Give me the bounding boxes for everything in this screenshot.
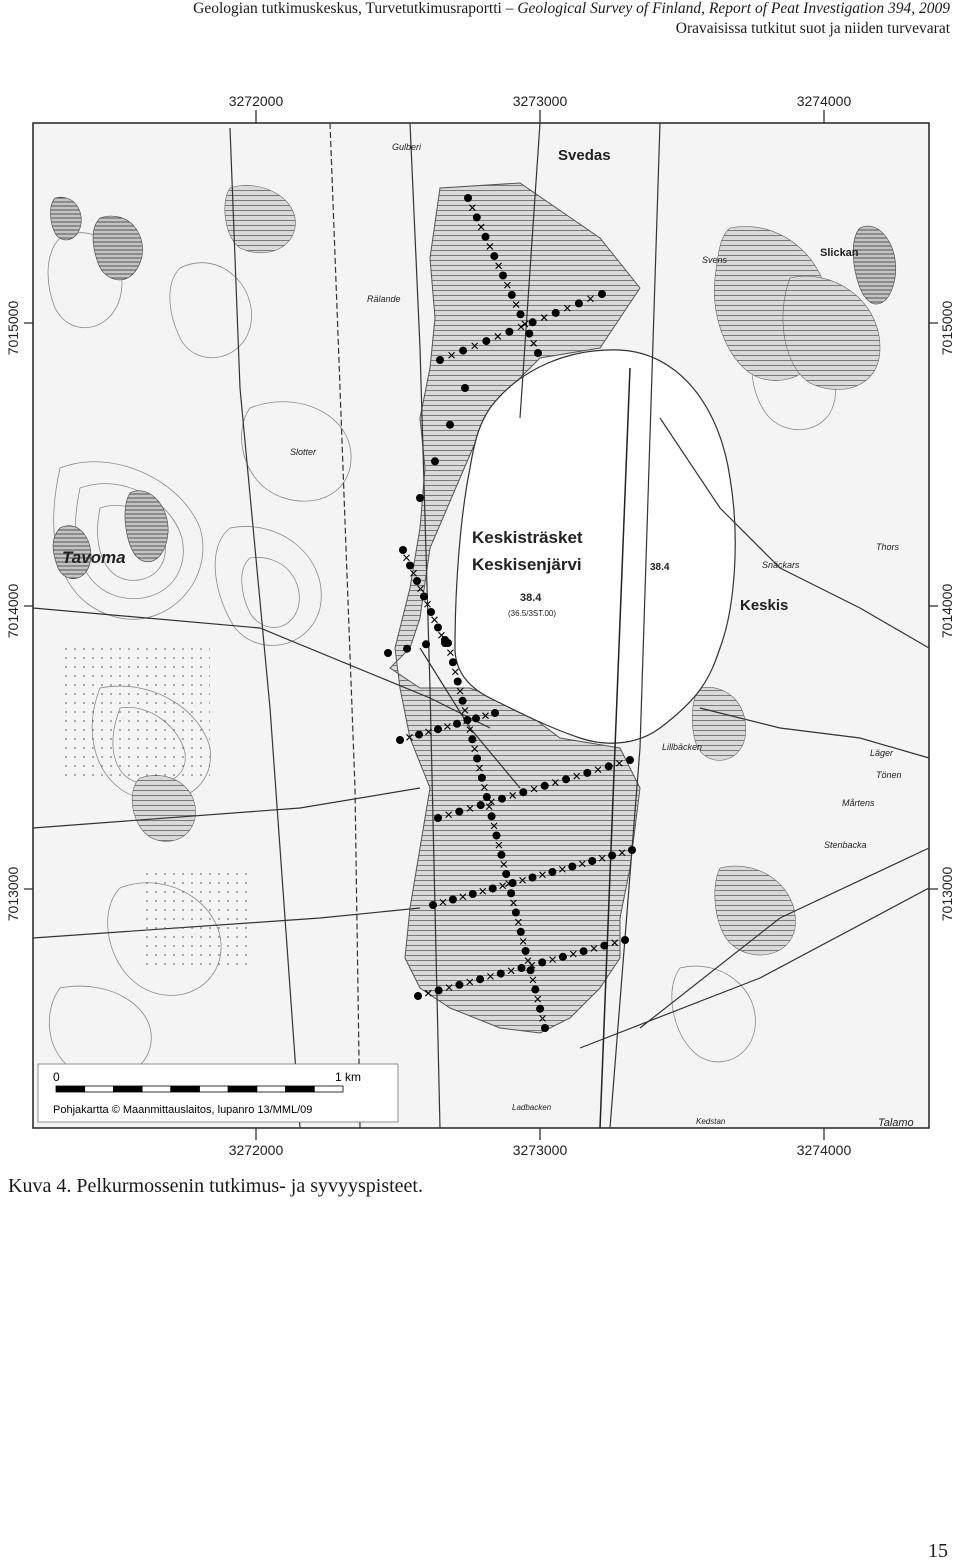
survey-point [608,852,616,860]
survey-point [431,457,439,465]
survey-point [455,808,463,816]
survey-point [541,1024,549,1032]
coord-right-2: 7014000 [939,583,955,639]
survey-point [472,714,480,722]
survey-point [538,958,546,966]
survey-point [434,624,442,632]
survey-point [399,546,407,554]
survey-point [461,384,469,392]
label-keskis: Keskis [740,597,789,614]
coord-top-3: 3274000 [796,93,852,109]
label-gulberi: Gulberi [392,142,422,152]
stipple-area [60,648,210,778]
survey-point [628,846,636,854]
coord-top-1: 3272000 [228,93,284,109]
survey-point [600,942,608,950]
header-series: Geological Survey of Finland, Report of Peat Investigation 394, 2009 [517,0,950,17]
label-stenbacka: Stenbacka [824,840,867,850]
coord-top-2: 3273000 [512,93,568,109]
coord-bottom-2: 3273000 [512,1142,568,1158]
figure-caption: Kuva 4. Pelkurmossenin tutkimus- ja syvyyspisteet. [8,1175,423,1197]
coord-right-1: 7015000 [939,300,955,356]
survey-point [435,986,443,994]
survey-point [488,812,496,820]
survey-point [552,309,560,317]
label-tavoma: Tavoma [62,548,126,567]
stipple-area-2 [140,868,250,968]
survey-point [522,947,530,955]
survey-point [559,953,567,961]
scale-segment [286,1086,315,1092]
scale-segment [171,1086,200,1092]
survey-point [403,645,411,653]
survey-point [482,337,490,345]
survey-point [473,213,481,221]
survey-point [499,272,507,280]
page-number: 15 [928,1540,948,1562]
coord-bottom-1: 3272000 [228,1142,284,1158]
scale-segment [200,1086,229,1092]
survey-point [568,863,576,871]
coord-labels-right [939,301,955,922]
survey-point [468,735,476,743]
coord-left-1: 7015000 [5,300,21,356]
running-header-line1 [193,0,950,18]
coord-ticks-top [256,110,824,123]
survey-point [502,870,510,878]
label-tonen: Tönen [876,770,902,780]
survey-point [453,720,461,728]
survey-point [517,928,525,936]
scale-segment [113,1086,142,1092]
label-lake-sv: Keskisträsket [472,528,583,547]
survey-point [406,562,414,570]
survey-point [476,975,484,983]
survey-point [529,874,537,882]
survey-point [527,966,535,974]
survey-point [497,970,505,978]
survey-point [489,885,497,893]
survey-point [517,310,525,318]
survey-point [508,291,516,299]
survey-point [464,194,472,202]
survey-point [626,756,634,764]
survey-point [469,890,477,898]
survey-point [575,299,583,307]
survey-point [420,593,428,601]
scale-segment [56,1086,85,1092]
coord-labels-bottom [229,1142,852,1158]
survey-point [455,981,463,989]
survey-point [459,347,467,355]
survey-point [434,814,442,822]
survey-point [534,349,542,357]
survey-point [429,901,437,909]
label-svedas: Svedas [558,147,611,164]
label-lake-elev-center: 38.4 [520,592,542,604]
label-talamo: Talamo [878,1117,914,1129]
survey-point [449,658,457,666]
survey-point [482,233,490,241]
survey-point [519,788,527,796]
coord-left-2: 7014000 [5,583,21,639]
survey-point [490,252,498,260]
survey-point [422,640,430,648]
survey-point [562,775,570,783]
survey-point [449,896,457,904]
scale-segment [142,1086,171,1092]
survey-point [478,774,486,782]
survey-point [415,731,423,739]
survey-point [505,328,513,336]
survey-point [434,725,442,733]
coord-right-3: 7013000 [939,866,955,922]
survey-point [427,608,435,616]
label-thors: Thors [876,542,900,552]
survey-point [454,678,462,686]
map-figure [0,88,960,1163]
label-snackars: Snäckars [762,560,800,570]
survey-point [493,832,501,840]
label-lake-fi: Keskisenjärvi [472,555,582,574]
label-lake-elev-right: 38.4 [650,562,670,573]
survey-point [497,851,505,859]
header-publisher: Geologian tutkimuskeskus, Turvetutkimusraportti – [193,0,514,17]
label-lake-elev-note: (36.5/3ST.00) [508,609,557,618]
survey-point [436,356,444,364]
survey-point [583,769,591,777]
survey-point [518,964,526,972]
label-lillbacken: Lillbäcken [662,742,703,752]
survey-point [413,577,421,585]
survey-point [416,494,424,502]
survey-point [491,709,499,717]
map-credit: Pohjakartta © Maanmittauslaitos, lupanro 13/MML/09 [53,1104,313,1116]
label-ralande: Rälande [367,294,401,304]
survey-point [598,290,606,298]
survey-point [512,909,520,917]
coord-bottom-3: 3274000 [796,1142,852,1158]
scale-segment [228,1086,257,1092]
scale-segment [314,1086,343,1092]
survey-point [541,782,549,790]
survey-point [498,795,506,803]
label-ladbacken: Ladbacken [512,1103,552,1112]
survey-point [605,762,613,770]
scale-segments [56,1086,343,1092]
survey-point [529,318,537,326]
survey-point [396,736,404,744]
survey-point [621,936,629,944]
survey-point [384,649,392,657]
label-lager: Läger [870,748,894,758]
survey-point [477,801,485,809]
survey-point [588,857,596,865]
scale-segment [257,1086,286,1092]
running-header-line2: Oravaisissa tutkitut suot ja niiden turvevarat [675,20,950,37]
survey-point [525,330,533,338]
label-svens: Svens [702,255,728,265]
survey-point [459,697,467,705]
survey-point [473,755,481,763]
coord-ticks-bottom [256,1128,824,1140]
scale-end-label: 1 km [335,1070,362,1084]
survey-point [446,421,454,429]
survey-point [536,1005,544,1013]
label-martens: Mårtens [842,798,875,808]
coord-left-3: 7013000 [5,866,21,922]
survey-point [507,889,515,897]
coord-labels-top [229,93,852,109]
survey-point [548,868,556,876]
survey-point [444,639,452,647]
label-kedstan: Kedstan [696,1117,726,1126]
coord-labels-left [5,301,21,922]
scale-bar [38,1064,398,1122]
survey-point [580,947,588,955]
scale-segment [85,1086,114,1092]
survey-point [414,992,422,1000]
survey-point [531,986,539,994]
label-sloiter: Slotter [290,447,317,457]
label-slickan: Slickan [820,247,859,259]
scale-start-label: 0 [53,1070,60,1084]
